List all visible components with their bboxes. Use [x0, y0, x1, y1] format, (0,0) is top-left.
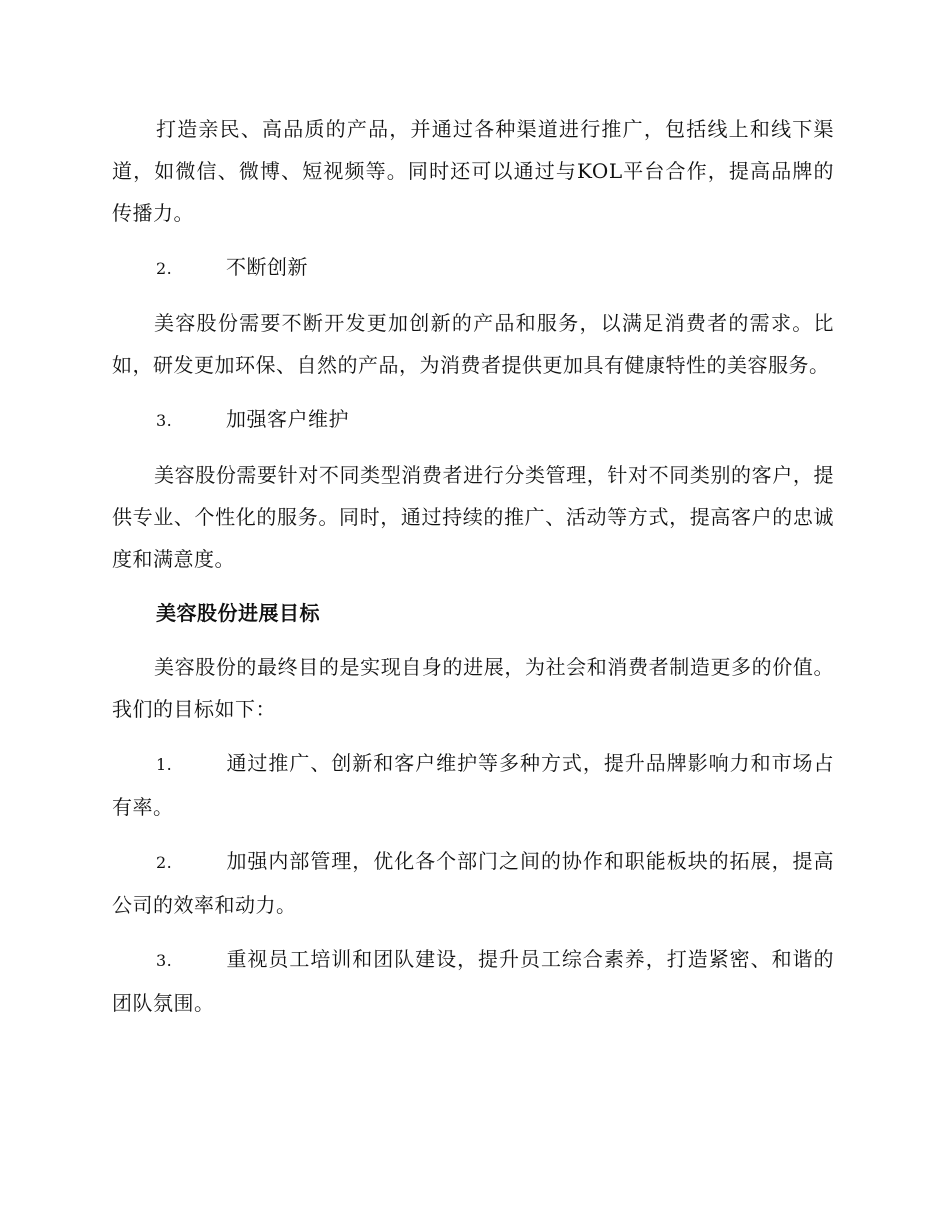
list-text: 加强客户维护: [226, 407, 349, 431]
goal-item: [112, 742, 834, 828]
list-number: 2.: [156, 259, 173, 278]
list-number: 3.: [156, 411, 173, 430]
list-item-customer: [112, 398, 834, 442]
list-item-innovation: [112, 246, 834, 290]
list-number: 2.: [156, 853, 173, 872]
paragraph-goals-intro: 美容股份的最终目的是实现自身的进展，为社会和消费者制造更多的价值。我们的目标如下：: [112, 655, 834, 721]
list-text: 加强内部管理，优化各个部门之间的协作和职能板块的拓展，提高公司的效率和动力。: [112, 849, 834, 917]
list-text: 不断创新: [226, 255, 308, 279]
goal-item: [112, 840, 834, 926]
goal-item: [112, 938, 834, 1024]
paragraph-customer: 美容股份需要针对不同类型消费者进行分类管理，针对不同类别的客户，提供专业、个性化的服务。同时，通过持续的推广、活动等方式，提高客户的忠诚度和满意度。: [112, 463, 834, 571]
list-number: 3.: [156, 951, 173, 970]
list-text: 通过推广、创新和客户维护等多种方式，提升品牌影响力和市场占有率。: [112, 751, 834, 819]
paragraph-promotion: 打造亲民、高品质的产品，并通过各种渠道进行推广，包括线上和线下渠道，如微信、微博、短视频等。同时还可以通过与KOL平台合作，提高品牌的传播力。: [112, 117, 834, 225]
section-heading: 美容股份进展目标: [156, 601, 320, 625]
list-number: 1.: [156, 755, 173, 774]
document-page: [112, 108, 834, 1036]
list-text: 重视员工培训和团队建设，提升员工综合素养，打造紧密、和谐的团队氛围。: [112, 947, 834, 1015]
paragraph-innovation: 美容股份需要不断开发更加创新的产品和服务，以满足消费者的需求。比如，研发更加环保、自然的产品，为消费者提供更加具有健康特性的美容服务。: [112, 311, 834, 377]
